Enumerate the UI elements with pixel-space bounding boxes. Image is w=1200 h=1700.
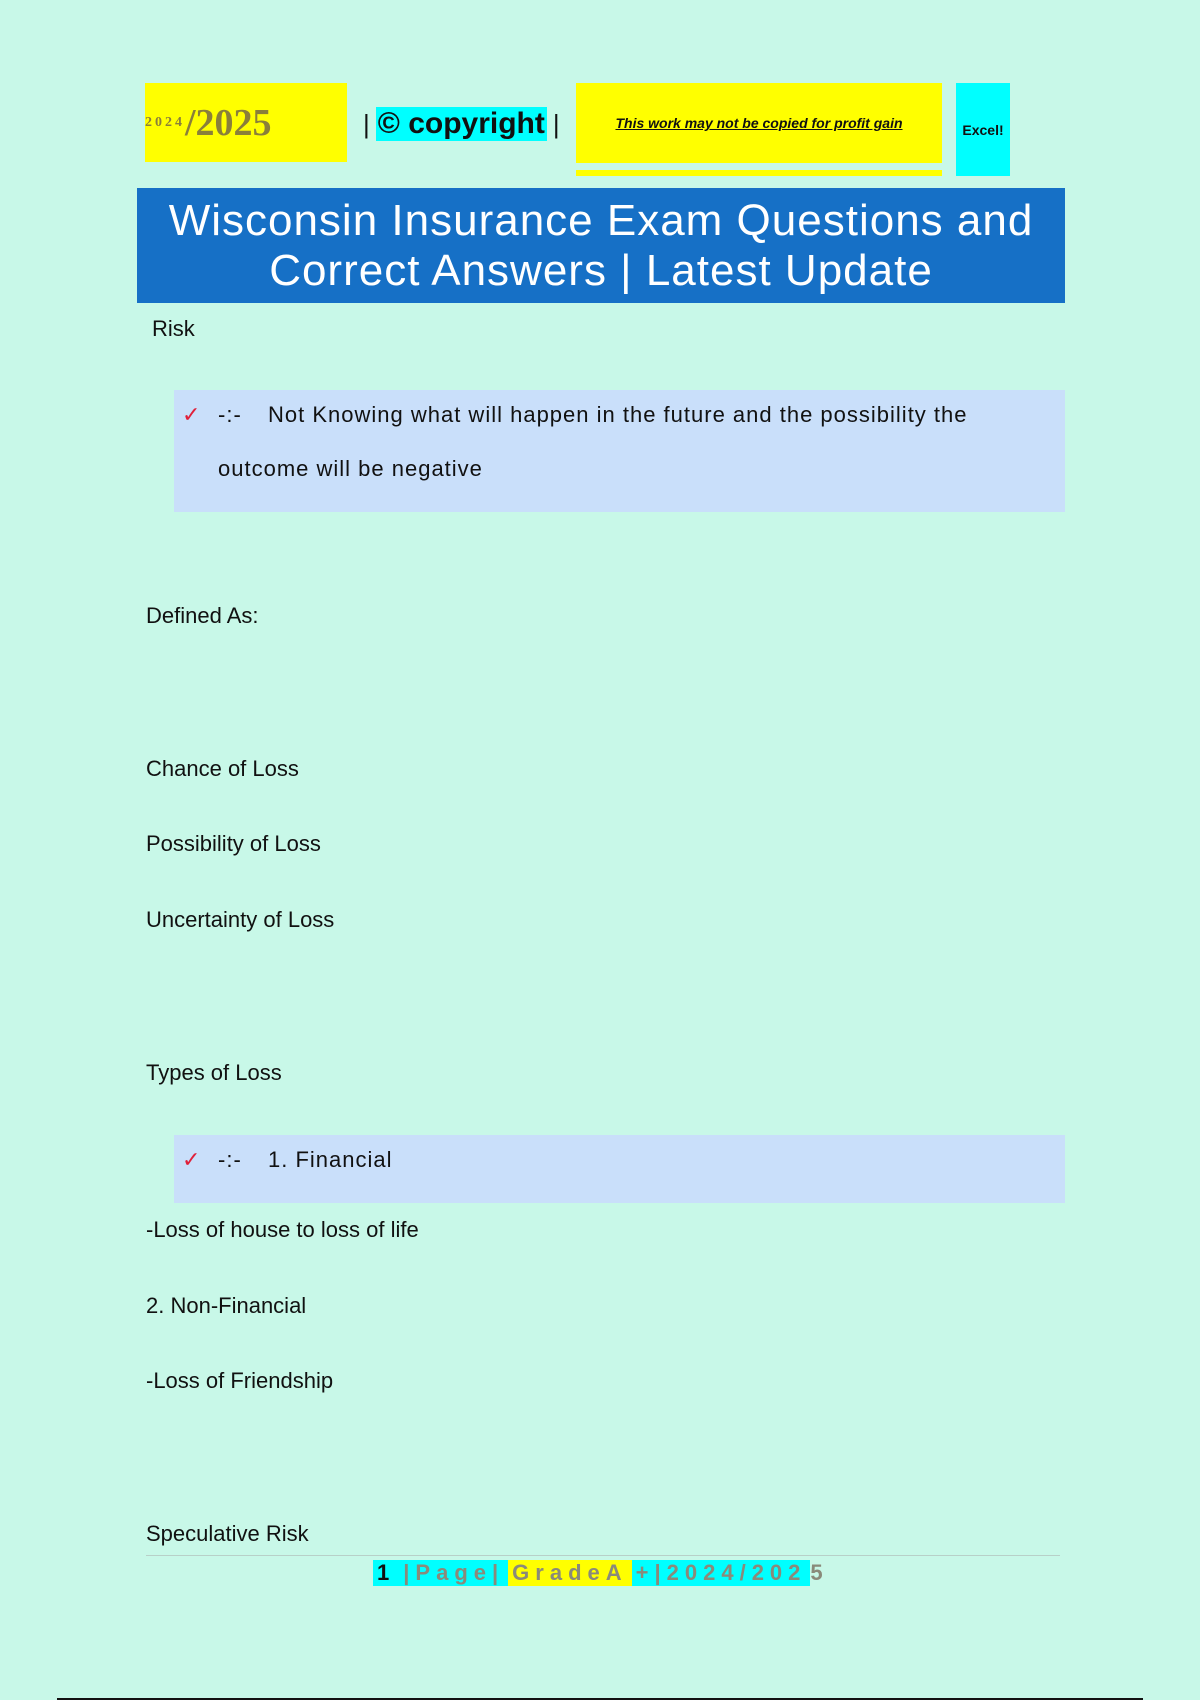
answer-continued-line: -Loss of Friendship (146, 1368, 334, 1393)
question-risk: Risk (152, 316, 195, 341)
footer-divider (146, 1555, 1060, 1556)
copyright-pipe-right: | (552, 108, 560, 139)
title-line-2: Correct Answers | Latest Update (269, 245, 933, 295)
copyright-pipe-left: | (363, 108, 370, 139)
list-item: Possibility of Loss (146, 831, 321, 856)
header-notice: This work may not be copied for profit gain (576, 83, 942, 163)
defined-as-label: Defined As: (146, 603, 259, 628)
header-year-badge (145, 83, 347, 162)
footer-grade: GradeA (508, 1560, 631, 1586)
question-types-of-loss: Types of Loss (146, 1060, 282, 1085)
copyright-text: © copyright (377, 107, 545, 140)
answer-box-risk (174, 390, 1065, 512)
answer-continued-line: 2. Non-Financial (146, 1293, 307, 1318)
answer-types-text: 1. Financial (268, 1147, 393, 1172)
title-line-1: Wisconsin Insurance Exam Questions and (168, 195, 1034, 245)
answer-risk-text: Not Knowing what will happen in the future and the possibility the outcome will be negative (218, 402, 968, 481)
answer-continued-line: -Loss of house to loss of life (146, 1217, 419, 1242)
footer-last-digit: 5 (810, 1560, 829, 1585)
answer-types (218, 1133, 1038, 1187)
header-year-small: 2024 (145, 114, 185, 130)
document-title (137, 188, 1065, 303)
footer-page-number: 1 (373, 1560, 399, 1586)
header-copyright (357, 104, 566, 144)
answer-box-types (174, 1135, 1065, 1203)
answer-separator: -:- (218, 402, 242, 427)
footer-page-label: |Page| (399, 1560, 508, 1586)
page-footer (373, 1558, 829, 1588)
list-item: Chance of Loss (146, 756, 299, 781)
header-year-big: /2025 (185, 101, 272, 144)
check-icon: ✓ (182, 402, 201, 427)
answer-separator: -:- (218, 1147, 242, 1172)
check-icon: ✓ (182, 1147, 201, 1172)
header-notice-underbar (576, 170, 942, 176)
header-excel-tag: Excel! (956, 83, 1010, 176)
list-item: Uncertainty of Loss (146, 907, 335, 932)
question-speculative-risk: Speculative Risk (146, 1521, 309, 1546)
answer-risk (218, 388, 1038, 496)
footer-year: +|2024/202 (632, 1560, 811, 1586)
